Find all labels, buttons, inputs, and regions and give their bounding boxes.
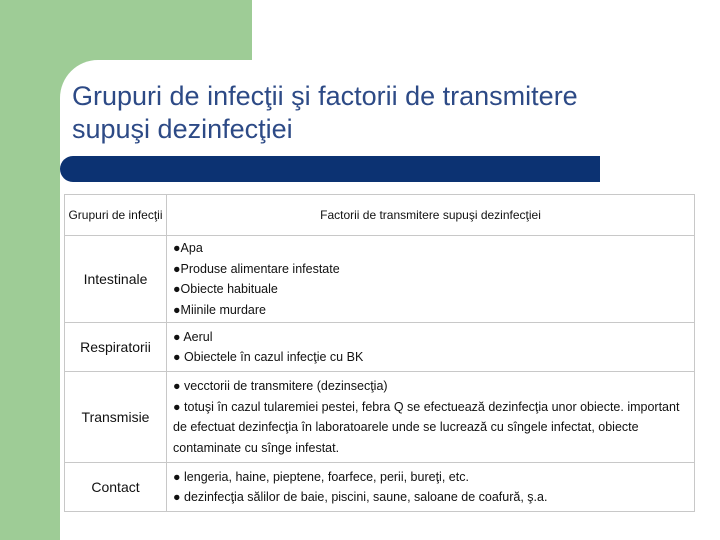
factor-item: ● totuşi în cazul tularemiei pestei, febra Q se efectuează dezinfecţia unor obiecte. important de efectuat dezinfecţia în laboratoarele unde se lucrează cu sîngele infectat, obiecte contaminate cu sînge infestat. [173, 399, 680, 455]
row-group-name: Respiratorii [65, 323, 167, 372]
factor-item: ● Obiectele în cazul infecţie cu BK [173, 350, 364, 364]
row-group-name: Intestinale [65, 236, 167, 323]
slide-title [72, 80, 702, 146]
row-factors [167, 236, 695, 323]
factor-item: ● Aerul [173, 329, 213, 344]
decor-green-strip [0, 60, 60, 540]
row-factors [167, 463, 695, 512]
factor-item: ● lengeria, haine, pieptene, foarfece, perii, bureţi, etc. [173, 469, 469, 484]
factor-item: ●Apa [173, 241, 203, 255]
factor-item: ● vecctorii de transmitere (dezinsecţia) [173, 379, 388, 393]
title-divider-bar [60, 156, 600, 182]
slide-title-line-1: Grupuri de infecţii şi factorii de transmitere [72, 81, 578, 111]
table-row [65, 323, 695, 372]
header-group: Grupuri de infecţii [65, 195, 167, 236]
table-row [65, 236, 695, 323]
factor-item: ●Produse alimentare infestate [173, 261, 340, 276]
table-row [65, 463, 695, 512]
slide-title-line-2: supuşi dezinfecţiei [72, 114, 293, 144]
header-factors: Factorii de transmitere supuşi dezinfecţiei [167, 195, 695, 236]
factor-item: ● dezinfecţia sălilor de baie, piscini, saune, saloane de coafură, ş.a. [173, 490, 548, 504]
factor-item: ●Obiecte habituale [173, 282, 278, 296]
factor-item: ●Miinile murdare [173, 302, 266, 317]
table-header-row [65, 195, 695, 236]
row-factors [167, 323, 695, 372]
row-group-name: Contact [65, 463, 167, 512]
infection-factors-table [64, 194, 695, 512]
table-row [65, 372, 695, 463]
row-factors [167, 372, 695, 463]
row-group-name: Transmisie [65, 372, 167, 463]
